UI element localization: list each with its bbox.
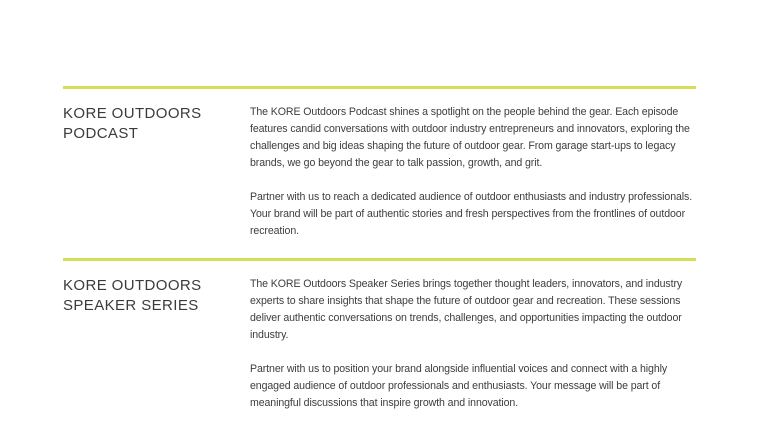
slide-content [63, 86, 696, 430]
section-body-podcast [250, 104, 696, 258]
paragraph: The KORE Outdoors Speaker Series brings together thought leaders, innovators, and industry experts to share insights that shape the future of outdoor gear and recreation. These sessions deliver authentic conversations on trends, challenges, and opportunities impacting the outdoor industry. [250, 278, 683, 341]
section-speaker-series [63, 258, 696, 430]
paragraph: Partner with us to reach a dedicated audience of outdoor enthusiasts and industry professionals. Your brand will be part of authentic stories and fresh perspectives from the frontlines of outdoor recreation. [250, 191, 693, 237]
paragraph: Partner with us to position your brand alongside influential voices and connect with a highly engaged audience of outdoor professionals and enthusiasts. Your message will be part of meaningful discussions that inspire growth and innovation. [250, 363, 668, 409]
section-body-speaker-series [250, 276, 696, 430]
paragraph: The KORE Outdoors Podcast shines a spotlight on the people behind the gear. Each episode features candid conversations with outdoor industry entrepreneurs and innovators, exploring the challenges and big ideas shaping the future of outdoor gear. From garage start-ups to legacy brands, we go beyond the gear to talk passion, growth, and grit. [250, 106, 690, 169]
section-heading-speaker-series: KORE OUTDOORS SPEAKER SERIES [63, 277, 202, 314]
section-podcast [63, 86, 696, 258]
section-heading-podcast: KORE OUTDOORS PODCAST [63, 105, 202, 142]
section-podcast-columns [63, 89, 696, 258]
section-speaker-series-columns [63, 261, 696, 430]
